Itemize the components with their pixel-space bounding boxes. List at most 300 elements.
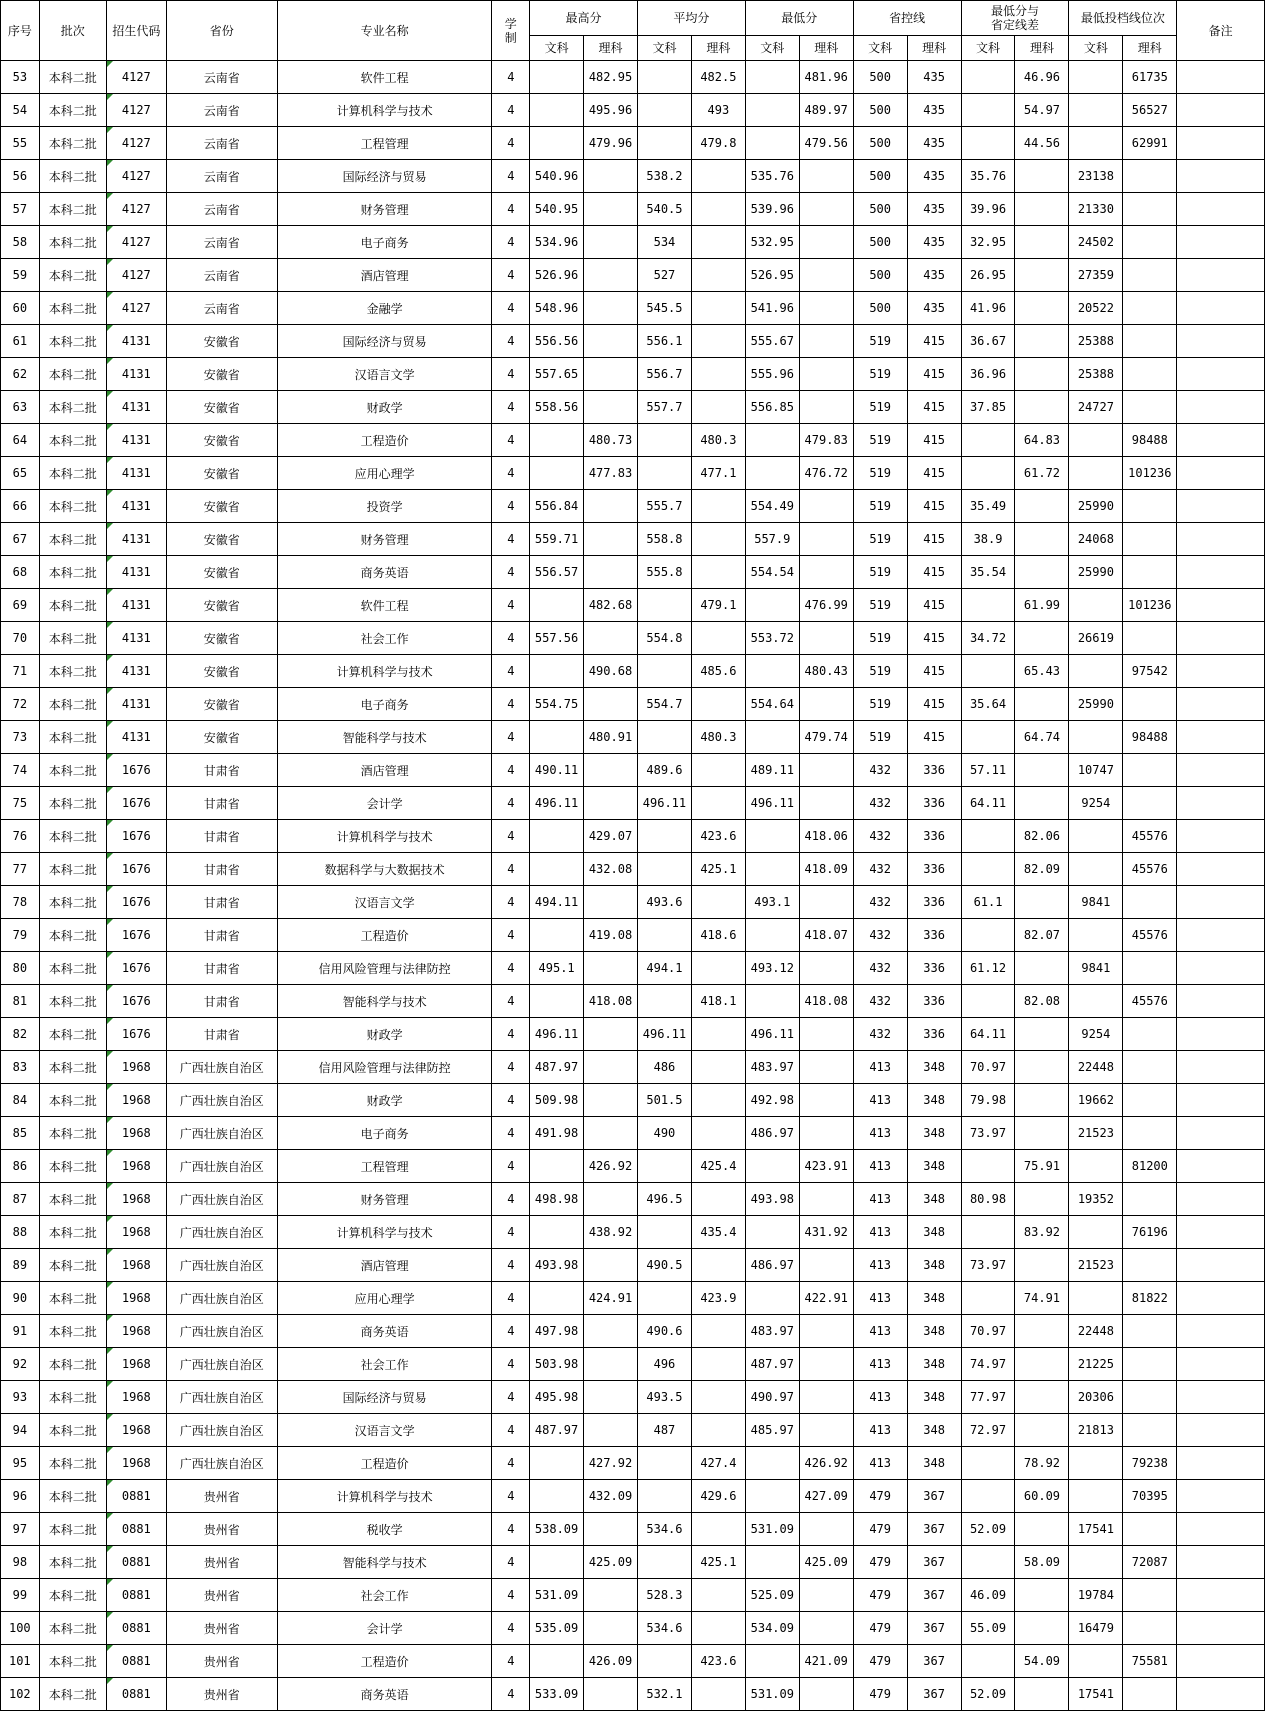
min-sci-cell — [799, 1381, 853, 1414]
max-arts-cell — [530, 919, 584, 952]
batch-cell: 本科二批 — [39, 1645, 106, 1678]
years-cell: 4 — [492, 1117, 530, 1150]
batch-cell: 本科二批 — [39, 1315, 106, 1348]
years-cell: 4 — [492, 1513, 530, 1546]
header-major: 专业名称 — [277, 1, 492, 61]
note-cell — [1177, 1447, 1265, 1480]
header-code: 招生代码 — [106, 1, 166, 61]
header-avg-sci: 理科 — [691, 36, 745, 61]
batch-cell: 本科二批 — [39, 1183, 106, 1216]
diff-sci-cell — [1015, 622, 1069, 655]
header-diff-sci: 理科 — [1015, 36, 1069, 61]
rank-arts-cell — [1069, 457, 1123, 490]
control-arts-cell: 432 — [853, 787, 907, 820]
max-arts-cell — [530, 853, 584, 886]
note-cell — [1177, 655, 1265, 688]
control-arts-cell: 432 — [853, 853, 907, 886]
rank-arts-cell — [1069, 94, 1123, 127]
diff-arts-cell — [961, 655, 1015, 688]
batch-cell: 本科二批 — [39, 1282, 106, 1315]
batch-cell: 本科二批 — [39, 292, 106, 325]
diff-arts-cell: 35.64 — [961, 688, 1015, 721]
avg-arts-cell — [637, 589, 691, 622]
max-arts-cell: 531.09 — [530, 1579, 584, 1612]
max-arts-cell — [530, 1447, 584, 1480]
rank-arts-cell — [1069, 1480, 1123, 1513]
note-cell — [1177, 985, 1265, 1018]
major-cell: 智能科学与技术 — [277, 721, 492, 754]
code-cell: 0881 — [106, 1579, 166, 1612]
note-cell — [1177, 1612, 1265, 1645]
major-cell: 工程造价 — [277, 1645, 492, 1678]
province-cell: 安徽省 — [166, 589, 277, 622]
control-sci-cell: 415 — [907, 391, 961, 424]
rank-arts-cell: 21523 — [1069, 1249, 1123, 1282]
max-arts-cell: 558.56 — [530, 391, 584, 424]
diff-arts-cell: 35.54 — [961, 556, 1015, 589]
years-cell: 4 — [492, 1579, 530, 1612]
control-sci-cell: 367 — [907, 1546, 961, 1579]
note-cell — [1177, 1579, 1265, 1612]
table-row — [1, 787, 1265, 820]
table-row — [1, 1315, 1265, 1348]
min-arts-cell: 483.97 — [745, 1051, 799, 1084]
max-arts-cell: 495.98 — [530, 1381, 584, 1414]
note-cell — [1177, 94, 1265, 127]
note-cell — [1177, 1051, 1265, 1084]
seq-cell: 76 — [1, 820, 40, 853]
code-cell: 1676 — [106, 1018, 166, 1051]
rank-sci-cell: 70395 — [1123, 1480, 1177, 1513]
note-cell — [1177, 523, 1265, 556]
code-cell: 1968 — [106, 1447, 166, 1480]
rank-sci-cell — [1123, 952, 1177, 985]
max-arts-cell: 554.75 — [530, 688, 584, 721]
control-sci-cell: 367 — [907, 1513, 961, 1546]
avg-sci-cell: 485.6 — [691, 655, 745, 688]
avg-arts-cell: 534.6 — [637, 1612, 691, 1645]
min-arts-cell: 485.97 — [745, 1414, 799, 1447]
rank-sci-cell — [1123, 1084, 1177, 1117]
avg-sci-cell: 423.6 — [691, 820, 745, 853]
batch-cell: 本科二批 — [39, 490, 106, 523]
max-arts-cell: 496.11 — [530, 1018, 584, 1051]
control-arts-cell: 479 — [853, 1513, 907, 1546]
rank-arts-cell: 24727 — [1069, 391, 1123, 424]
note-cell — [1177, 622, 1265, 655]
rank-sci-cell: 62991 — [1123, 127, 1177, 160]
max-sci-cell: 438.92 — [584, 1216, 638, 1249]
rank-arts-cell — [1069, 1216, 1123, 1249]
seq-cell: 59 — [1, 259, 40, 292]
province-cell: 广西壮族自治区 — [166, 1150, 277, 1183]
min-sci-cell — [799, 1315, 853, 1348]
diff-sci-cell — [1015, 1579, 1069, 1612]
min-sci-cell: 425.09 — [799, 1546, 853, 1579]
control-arts-cell: 432 — [853, 919, 907, 952]
control-sci-cell: 348 — [907, 1447, 961, 1480]
min-arts-cell — [745, 1282, 799, 1315]
max-sci-cell: 424.91 — [584, 1282, 638, 1315]
min-arts-cell — [745, 985, 799, 1018]
table-row — [1, 490, 1265, 523]
header-batch: 批次 — [39, 1, 106, 61]
code-cell: 0881 — [106, 1513, 166, 1546]
code-cell: 4127 — [106, 226, 166, 259]
province-cell: 云南省 — [166, 127, 277, 160]
min-sci-cell — [799, 1414, 853, 1447]
table-row — [1, 1546, 1265, 1579]
table-row — [1, 61, 1265, 94]
control-arts-cell: 479 — [853, 1645, 907, 1678]
header-min: 最低分 — [745, 1, 853, 36]
avg-sci-cell — [691, 523, 745, 556]
min-sci-cell — [799, 1612, 853, 1645]
note-cell — [1177, 1480, 1265, 1513]
province-cell: 云南省 — [166, 61, 277, 94]
control-sci-cell: 336 — [907, 820, 961, 853]
rank-sci-cell: 72087 — [1123, 1546, 1177, 1579]
rank-sci-cell — [1123, 1414, 1177, 1447]
control-arts-cell: 432 — [853, 952, 907, 985]
avg-sci-cell — [691, 1084, 745, 1117]
table-row — [1, 754, 1265, 787]
avg-sci-cell — [691, 226, 745, 259]
diff-sci-cell — [1015, 886, 1069, 919]
batch-cell: 本科二批 — [39, 1447, 106, 1480]
years-cell: 4 — [492, 259, 530, 292]
province-cell: 贵州省 — [166, 1546, 277, 1579]
max-sci-cell — [584, 193, 638, 226]
min-sci-cell: 418.09 — [799, 853, 853, 886]
rank-arts-cell: 24068 — [1069, 523, 1123, 556]
years-cell: 4 — [492, 1150, 530, 1183]
rank-sci-cell — [1123, 523, 1177, 556]
min-sci-cell — [799, 952, 853, 985]
control-sci-cell: 415 — [907, 688, 961, 721]
note-cell — [1177, 1414, 1265, 1447]
diff-arts-cell: 32.95 — [961, 226, 1015, 259]
avg-sci-cell — [691, 325, 745, 358]
control-arts-cell: 413 — [853, 1381, 907, 1414]
table-row — [1, 985, 1265, 1018]
min-sci-cell: 426.92 — [799, 1447, 853, 1480]
diff-sci-cell: 82.08 — [1015, 985, 1069, 1018]
min-sci-cell: 476.72 — [799, 457, 853, 490]
rank-arts-cell — [1069, 655, 1123, 688]
min-arts-cell: 531.09 — [745, 1513, 799, 1546]
province-cell: 甘肃省 — [166, 886, 277, 919]
code-cell: 0881 — [106, 1645, 166, 1678]
rank-arts-cell: 25388 — [1069, 358, 1123, 391]
avg-sci-cell — [691, 358, 745, 391]
avg-sci-cell — [691, 886, 745, 919]
avg-sci-cell — [691, 754, 745, 787]
control-arts-cell: 432 — [853, 1018, 907, 1051]
header-seq: 序号 — [1, 1, 40, 61]
max-arts-cell — [530, 589, 584, 622]
major-cell: 汉语言文学 — [277, 358, 492, 391]
rank-arts-cell: 24502 — [1069, 226, 1123, 259]
rank-arts-cell: 25990 — [1069, 556, 1123, 589]
years-cell: 4 — [492, 1447, 530, 1480]
control-arts-cell: 413 — [853, 1414, 907, 1447]
diff-arts-cell: 70.97 — [961, 1315, 1015, 1348]
batch-cell: 本科二批 — [39, 523, 106, 556]
max-sci-cell — [584, 1084, 638, 1117]
major-cell: 工程造价 — [277, 919, 492, 952]
code-cell: 1968 — [106, 1150, 166, 1183]
avg-arts-cell: 494.1 — [637, 952, 691, 985]
rank-sci-cell — [1123, 1183, 1177, 1216]
diff-arts-cell: 34.72 — [961, 622, 1015, 655]
avg-arts-cell: 534.6 — [637, 1513, 691, 1546]
control-arts-cell: 432 — [853, 754, 907, 787]
avg-sci-cell — [691, 1678, 745, 1711]
rank-sci-cell: 45576 — [1123, 919, 1177, 952]
major-cell: 财务管理 — [277, 193, 492, 226]
diff-arts-cell: 35.76 — [961, 160, 1015, 193]
batch-cell: 本科二批 — [39, 1249, 106, 1282]
avg-sci-cell: 427.4 — [691, 1447, 745, 1480]
min-sci-cell — [799, 1513, 853, 1546]
max-sci-cell: 429.07 — [584, 820, 638, 853]
note-cell — [1177, 457, 1265, 490]
min-arts-cell: 557.9 — [745, 523, 799, 556]
max-arts-cell: 556.56 — [530, 325, 584, 358]
control-sci-cell: 336 — [907, 853, 961, 886]
note-cell — [1177, 1381, 1265, 1414]
note-cell — [1177, 1645, 1265, 1678]
rank-arts-cell: 10747 — [1069, 754, 1123, 787]
header-max-arts: 文科 — [530, 36, 584, 61]
control-sci-cell: 435 — [907, 160, 961, 193]
max-sci-cell — [584, 754, 638, 787]
note-cell — [1177, 787, 1265, 820]
diff-sci-cell: 61.72 — [1015, 457, 1069, 490]
table-row — [1, 160, 1265, 193]
control-arts-cell: 479 — [853, 1612, 907, 1645]
control-sci-cell: 435 — [907, 193, 961, 226]
min-arts-cell: 483.97 — [745, 1315, 799, 1348]
seq-cell: 99 — [1, 1579, 40, 1612]
max-arts-cell — [530, 61, 584, 94]
min-arts-cell — [745, 1480, 799, 1513]
batch-cell: 本科二批 — [39, 853, 106, 886]
major-cell: 计算机科学与技术 — [277, 820, 492, 853]
max-sci-cell: 432.09 — [584, 1480, 638, 1513]
years-cell: 4 — [492, 391, 530, 424]
control-arts-cell: 500 — [853, 94, 907, 127]
min-sci-cell: 418.07 — [799, 919, 853, 952]
major-cell: 投资学 — [277, 490, 492, 523]
note-cell — [1177, 391, 1265, 424]
major-cell: 应用心理学 — [277, 1282, 492, 1315]
major-cell: 计算机科学与技术 — [277, 94, 492, 127]
seq-cell: 64 — [1, 424, 40, 457]
min-sci-cell: 421.09 — [799, 1645, 853, 1678]
avg-sci-cell: 423.6 — [691, 1645, 745, 1678]
control-arts-cell: 479 — [853, 1546, 907, 1579]
rank-sci-cell — [1123, 1117, 1177, 1150]
avg-arts-cell — [637, 820, 691, 853]
seq-cell: 94 — [1, 1414, 40, 1447]
code-cell: 4127 — [106, 259, 166, 292]
rank-sci-cell: 79238 — [1123, 1447, 1177, 1480]
max-arts-cell: 526.96 — [530, 259, 584, 292]
diff-sci-cell — [1015, 259, 1069, 292]
rank-sci-cell: 101236 — [1123, 457, 1177, 490]
years-cell: 4 — [492, 919, 530, 952]
code-cell: 4131 — [106, 622, 166, 655]
max-sci-cell: 432.08 — [584, 853, 638, 886]
min-sci-cell: 480.43 — [799, 655, 853, 688]
diff-arts-cell: 52.09 — [961, 1513, 1015, 1546]
diff-sci-cell — [1015, 1381, 1069, 1414]
batch-cell: 本科二批 — [39, 589, 106, 622]
max-sci-cell — [584, 688, 638, 721]
max-sci-cell — [584, 160, 638, 193]
rank-sci-cell — [1123, 391, 1177, 424]
avg-sci-cell — [691, 1612, 745, 1645]
seq-cell: 90 — [1, 1282, 40, 1315]
avg-sci-cell: 418.1 — [691, 985, 745, 1018]
min-arts-cell: 554.49 — [745, 490, 799, 523]
diff-sci-cell — [1015, 1678, 1069, 1711]
min-sci-cell — [799, 1348, 853, 1381]
avg-sci-cell — [691, 391, 745, 424]
rank-sci-cell: 45576 — [1123, 985, 1177, 1018]
seq-cell: 62 — [1, 358, 40, 391]
seq-cell: 84 — [1, 1084, 40, 1117]
max-sci-cell — [584, 490, 638, 523]
max-sci-cell — [584, 622, 638, 655]
control-arts-cell: 519 — [853, 391, 907, 424]
rank-sci-cell — [1123, 1678, 1177, 1711]
code-cell: 4127 — [106, 127, 166, 160]
min-sci-cell — [799, 160, 853, 193]
major-cell: 国际经济与贸易 — [277, 1381, 492, 1414]
major-cell: 社会工作 — [277, 1348, 492, 1381]
max-arts-cell — [530, 1282, 584, 1315]
rank-sci-cell: 61735 — [1123, 61, 1177, 94]
major-cell: 电子商务 — [277, 688, 492, 721]
seq-cell: 102 — [1, 1678, 40, 1711]
seq-cell: 55 — [1, 127, 40, 160]
note-cell — [1177, 1150, 1265, 1183]
note-cell — [1177, 556, 1265, 589]
control-sci-cell: 348 — [907, 1282, 961, 1315]
code-cell: 1676 — [106, 787, 166, 820]
diff-sci-cell: 75.91 — [1015, 1150, 1069, 1183]
min-arts-cell — [745, 1447, 799, 1480]
years-cell: 4 — [492, 94, 530, 127]
code-cell: 1676 — [106, 853, 166, 886]
control-sci-cell: 435 — [907, 94, 961, 127]
max-sci-cell — [584, 1051, 638, 1084]
control-sci-cell: 415 — [907, 655, 961, 688]
rank-sci-cell — [1123, 160, 1177, 193]
table-row — [1, 1645, 1265, 1678]
note-cell — [1177, 1678, 1265, 1711]
diff-arts-cell: 57.11 — [961, 754, 1015, 787]
max-sci-cell — [584, 325, 638, 358]
batch-cell: 本科二批 — [39, 94, 106, 127]
batch-cell: 本科二批 — [39, 1414, 106, 1447]
batch-cell: 本科二批 — [39, 952, 106, 985]
control-sci-cell: 336 — [907, 919, 961, 952]
rank-sci-cell — [1123, 259, 1177, 292]
code-cell: 1676 — [106, 985, 166, 1018]
years-cell: 4 — [492, 886, 530, 919]
diff-arts-cell — [961, 1216, 1015, 1249]
diff-sci-cell: 58.09 — [1015, 1546, 1069, 1579]
header-max-sci: 理科 — [584, 36, 638, 61]
seq-cell: 93 — [1, 1381, 40, 1414]
table-row — [1, 1381, 1265, 1414]
diff-sci-cell: 54.97 — [1015, 94, 1069, 127]
control-arts-cell: 413 — [853, 1348, 907, 1381]
control-arts-cell: 500 — [853, 292, 907, 325]
table-row — [1, 688, 1265, 721]
province-cell: 广西壮族自治区 — [166, 1117, 277, 1150]
min-arts-cell — [745, 1216, 799, 1249]
note-cell — [1177, 754, 1265, 787]
note-cell — [1177, 193, 1265, 226]
province-cell: 云南省 — [166, 259, 277, 292]
batch-cell: 本科二批 — [39, 655, 106, 688]
province-cell: 贵州省 — [166, 1513, 277, 1546]
control-sci-cell: 336 — [907, 985, 961, 1018]
code-cell: 0881 — [106, 1546, 166, 1579]
seq-cell: 83 — [1, 1051, 40, 1084]
diff-sci-cell: 46.96 — [1015, 61, 1069, 94]
max-arts-cell: 494.11 — [530, 886, 584, 919]
rank-arts-cell: 9254 — [1069, 787, 1123, 820]
note-cell — [1177, 1546, 1265, 1579]
min-arts-cell: 555.96 — [745, 358, 799, 391]
years-cell: 4 — [492, 457, 530, 490]
major-cell: 信用风险管理与法律防控 — [277, 1051, 492, 1084]
diff-arts-cell — [961, 985, 1015, 1018]
min-arts-cell — [745, 1150, 799, 1183]
control-arts-cell: 413 — [853, 1183, 907, 1216]
diff-arts-cell: 38.9 — [961, 523, 1015, 556]
province-cell: 甘肃省 — [166, 853, 277, 886]
code-cell: 1968 — [106, 1216, 166, 1249]
control-arts-cell: 500 — [853, 61, 907, 94]
table-row — [1, 886, 1265, 919]
years-cell: 4 — [492, 655, 530, 688]
min-arts-cell: 553.72 — [745, 622, 799, 655]
min-arts-cell — [745, 853, 799, 886]
rank-sci-cell — [1123, 886, 1177, 919]
max-arts-cell: 540.95 — [530, 193, 584, 226]
province-cell: 云南省 — [166, 226, 277, 259]
avg-sci-cell — [691, 259, 745, 292]
table-row — [1, 919, 1265, 952]
min-arts-cell — [745, 919, 799, 952]
seq-cell: 63 — [1, 391, 40, 424]
diff-sci-cell — [1015, 160, 1069, 193]
batch-cell: 本科二批 — [39, 61, 106, 94]
avg-arts-cell — [637, 61, 691, 94]
diff-arts-cell: 36.67 — [961, 325, 1015, 358]
rank-arts-cell: 27359 — [1069, 259, 1123, 292]
major-cell: 财务管理 — [277, 523, 492, 556]
diff-arts-cell: 46.09 — [961, 1579, 1015, 1612]
rank-arts-cell — [1069, 853, 1123, 886]
